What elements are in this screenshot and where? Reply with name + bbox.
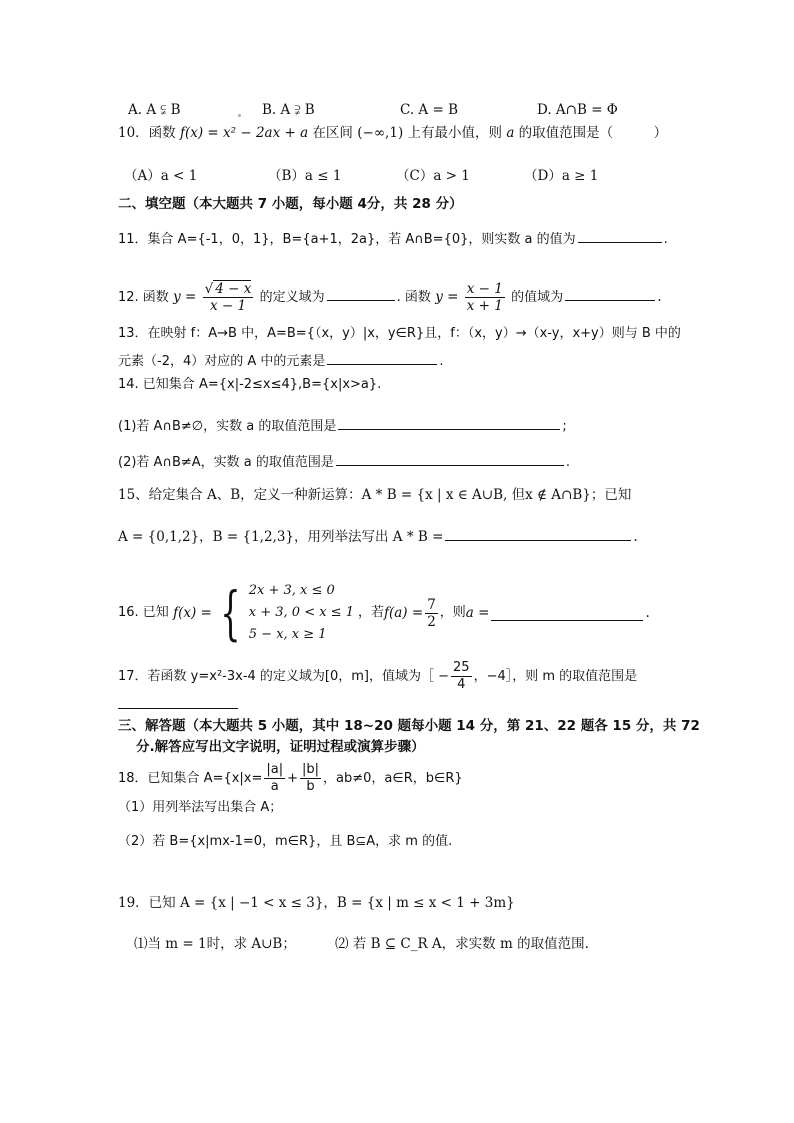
q12-end: . xyxy=(657,289,662,305)
q12-fraction-1 xyxy=(203,281,254,314)
q9-option-b: B. A ⫌ B xyxy=(262,102,315,118)
stray-dot-mark xyxy=(238,114,241,117)
q12-y2: y = xyxy=(435,289,459,305)
q10-interval: (−∞,1) xyxy=(357,125,404,141)
q16-left-brace: { xyxy=(220,579,241,647)
q9-option-d: D. A∩B = Φ xyxy=(537,102,618,118)
q11-text: 11．集合 A={-1，0，1}，B={a+1，2a}，若 A∩B={0}，则实数 a 的值为 xyxy=(118,232,576,247)
q16-piecewise-cases xyxy=(249,580,354,646)
q11-answer-blank[interactable] xyxy=(578,228,662,243)
q17-text-2: ，−4］，则 m 的取值范围是 xyxy=(473,668,638,684)
q12-frac1-numerator: √ 4 − x xyxy=(204,281,252,297)
q14-part-2 xyxy=(118,451,570,472)
q10-option-b: （B）a ≤ 1 xyxy=(268,168,342,184)
q14-part-1 xyxy=(118,415,567,436)
q17 xyxy=(118,660,637,693)
q16-mid: ，若 xyxy=(357,605,384,620)
q14-p2-end: . xyxy=(565,455,571,470)
q12-answer-blank-2[interactable] xyxy=(565,286,655,301)
q10-post: 上有最小值，则 xyxy=(407,125,503,141)
q18-fraction-2 xyxy=(300,762,321,795)
q17-text: 17．若函数 y=x²-3x-4 的定义域为[0，m]，值域为［ − xyxy=(118,668,450,684)
q9-option-a: A. A ⫋ B xyxy=(128,102,181,118)
q18-fraction-1 xyxy=(264,762,285,795)
q16 xyxy=(118,580,650,646)
q10-option-c: （C）a > 1 xyxy=(396,168,470,184)
q9-option-c: C. A = B xyxy=(400,102,458,118)
q18-frac1-numerator: |a| xyxy=(266,762,284,777)
q16-fa: f(a) = xyxy=(384,605,424,621)
q12 xyxy=(118,281,661,314)
q18-frac2-numerator: |b| xyxy=(302,762,320,777)
q15-end: . xyxy=(633,529,638,545)
q16-end: . xyxy=(645,605,650,621)
q14-stem: 14. 已知集合 A={x|-2≤x≤4},B={x|x>a}. xyxy=(118,377,382,392)
q18-frac2-denominator: b xyxy=(306,779,315,794)
q14-p1-end: ; xyxy=(562,419,567,434)
q13-line-1: 13．在映射 f：A→B 中，A=B={（x，y）|x，y∈R}且，f：（x，y）→（x-y，x+y）则与 B 中的 xyxy=(118,326,681,341)
q10-function: f(x) = x² − 2ax + a xyxy=(179,125,309,141)
q16-case-1: 2x + 3, x ≤ 0 xyxy=(248,583,335,598)
q15-line-2 xyxy=(118,526,638,546)
q18-frac1-denominator: a xyxy=(270,779,279,794)
q12-mid1: 的定义域为 xyxy=(259,290,325,305)
q12-frac1-denominator: x − 1 xyxy=(209,298,247,314)
q13-line-2 xyxy=(118,350,444,371)
q10-stem xyxy=(118,124,667,142)
q19-stem: 19．已知 A = {x | −1 < x ≤ 3}，B = {x | m ≤ x < 1 + 3m} xyxy=(118,895,515,911)
q18-plus: + xyxy=(287,770,299,786)
q11-end: . xyxy=(663,232,668,247)
q12-frac2-numerator: x − 1 xyxy=(466,281,503,297)
q15-text: A = {0,1,2}，B = {1,2,3}，用列举法写出 A * B = xyxy=(118,529,444,545)
q17-answer-blank[interactable] xyxy=(118,708,238,709)
q14-p2-text: (2)若 A∩B≠A，实数 a 的取值范围是 xyxy=(118,455,334,470)
q16-var: a = xyxy=(465,605,490,621)
q14-p1-text: (1)若 A∩B≠∅，实数 a 的取值范围是 xyxy=(118,419,337,434)
q12-answer-blank-1[interactable] xyxy=(327,286,395,301)
section-3-heading-line-1: 三、解答题（本大题共 5 小题，其中 18~20 题每小题 14 分，第 21、22 题各 15 分，共 72 xyxy=(118,718,700,734)
q16-numerator: 7 xyxy=(427,596,436,613)
q12-label: 12. 函数 xyxy=(118,290,169,305)
q13-answer-blank[interactable] xyxy=(327,350,437,365)
q14-answer-blank-2[interactable] xyxy=(336,451,564,466)
q16-mid2: ，则 xyxy=(439,605,466,620)
q12-mid2: . 函数 xyxy=(396,290,431,305)
q10-end: 的取值范围是（ ） xyxy=(518,125,668,141)
q10-option-a: （A）a < 1 xyxy=(124,168,198,184)
q18-stem-pre: 18．已知集合 A={x|x= xyxy=(118,770,263,786)
q10-prefix: 10．函数 xyxy=(118,125,176,141)
q16-case-2: x + 3, 0 < x ≤ 1 xyxy=(248,605,354,620)
q18-stem xyxy=(118,762,463,795)
q19-part-2: ⑵ 若 B ⊆ C_R A，求实数 m 的取值范围. xyxy=(335,936,589,952)
q17-numerator: 25 xyxy=(453,660,470,675)
q17-fraction xyxy=(451,660,472,693)
q14-answer-blank-1[interactable] xyxy=(338,415,560,430)
q16-denominator: 2 xyxy=(427,613,436,630)
q16-fraction xyxy=(425,597,438,630)
q11 xyxy=(118,228,668,249)
q19-part-1: ⑴当 m = 1时，求 A∪B； xyxy=(134,936,296,952)
q12-mid3: 的值域为 xyxy=(511,290,564,305)
q18-part-2: （2）若 B={x|mx-1=0，m∈R}，且 B⊆A，求 m 的值. xyxy=(118,834,453,849)
q17-denominator: 4 xyxy=(457,677,466,692)
q15-answer-blank[interactable] xyxy=(445,526,631,541)
q16-fx: f(x) = xyxy=(173,605,212,621)
q13-text: 元素（-2，4）对应的 A 中的元素是 xyxy=(118,354,326,369)
q10-var: a xyxy=(506,125,515,141)
q12-y1: y = xyxy=(173,289,197,305)
q18-part-1: （1）用列举法写出集合 A； xyxy=(118,800,283,815)
q10-mid: 在区间 xyxy=(312,125,353,141)
section-3-heading-line-2: 分.解答应写出文字说明，证明过程或演算步骤） xyxy=(136,739,425,755)
q18-stem-post: ，ab≠0，a∈R，b∈R} xyxy=(323,770,463,786)
q10-option-d: （D）a ≥ 1 xyxy=(524,168,599,184)
q12-fraction-2 xyxy=(465,281,505,314)
q16-case-3: 5 − x, x ≥ 1 xyxy=(248,627,327,642)
q16-answer-blank[interactable] xyxy=(491,606,643,621)
q13-end: . xyxy=(439,354,444,369)
q12-frac2-denominator: x + 1 xyxy=(466,298,503,314)
section-2-heading: 二、填空题（本大题共 7 小题，每小题 4分，共 28 分） xyxy=(118,196,463,212)
q15-line-1: 15、给定集合 A、B，定义一种新运算：A * B = {x | x ∈ A∪B, 但x ∉ A∩B}；已知 xyxy=(118,487,632,503)
q16-label: 16. 已知 xyxy=(118,605,169,620)
q12-sqrt-body: 4 − x xyxy=(215,281,252,297)
